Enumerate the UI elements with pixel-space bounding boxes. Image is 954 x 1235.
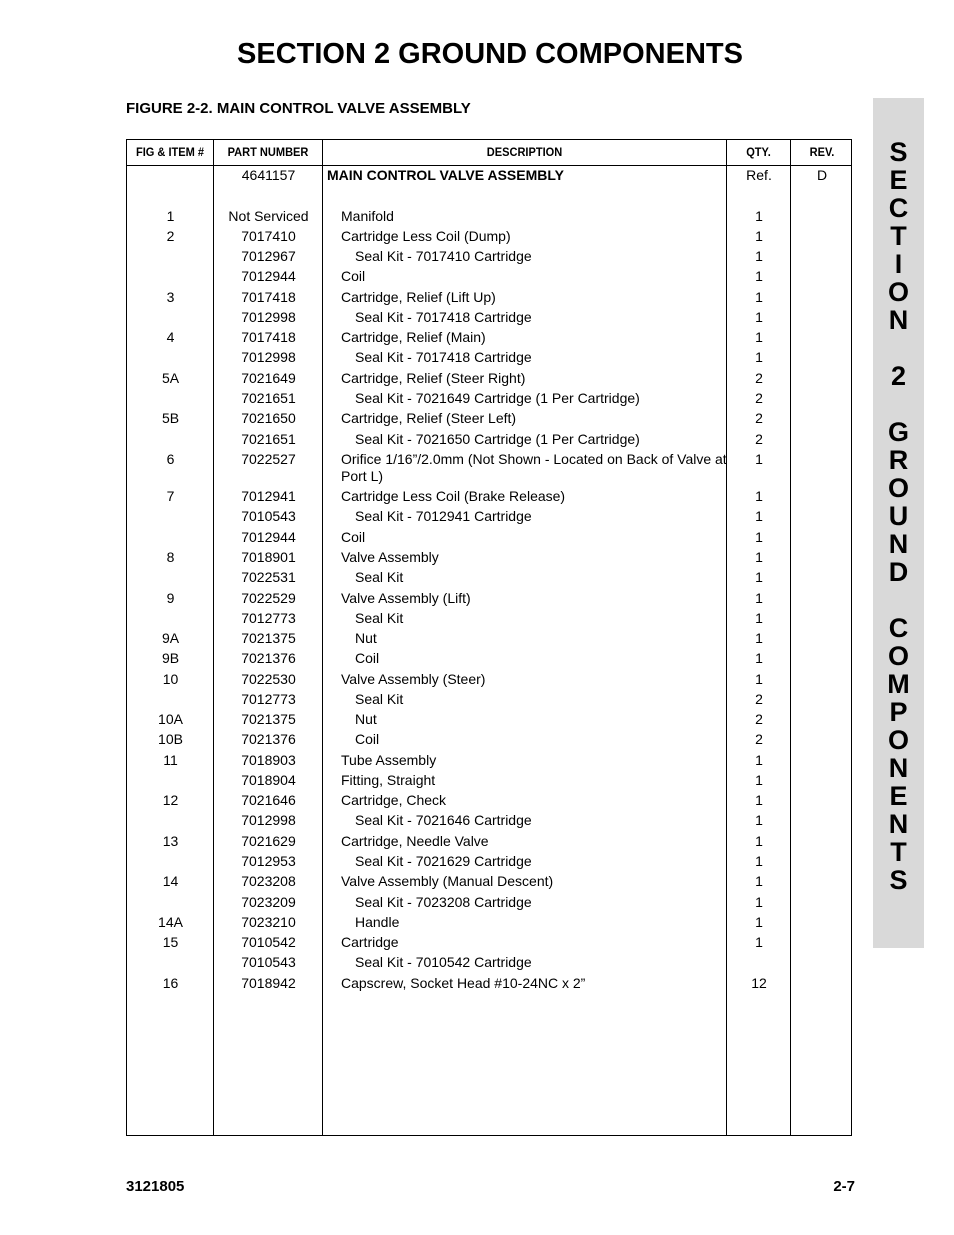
item-number: 16 [162,975,179,991]
side-tab-letter: T [890,221,907,251]
item-number: 14 [162,873,179,889]
quantity: 1 [755,590,763,606]
quantity: 2 [755,691,763,707]
side-tab-letter: M [887,669,910,699]
item-number: 3 [166,289,175,305]
part-number: 7012998 [241,812,296,828]
part-number: 7022530 [241,671,296,687]
side-tab-gap [873,334,924,362]
item-number: 4 [166,329,175,345]
description: Seal Kit - 7010542 Cartridge [355,954,532,970]
quantity: 1 [755,248,763,264]
side-tab-letter: S [889,137,908,167]
part-number: 7021629 [241,833,296,849]
part-number: 7021375 [241,711,296,727]
part-number: 7023210 [241,914,296,930]
description: MAIN CONTROL VALVE ASSEMBLY [327,167,564,183]
side-tab-letter: S [889,865,908,895]
part-number: 7023209 [241,894,296,910]
item-number: 9B [161,650,180,666]
part-number: 7021375 [241,630,296,646]
page-number: 2-7 [833,1178,855,1195]
side-tab-letter: P [889,697,908,727]
description: Handle [355,914,400,930]
side-tab-text [873,138,924,894]
side-tab-letter: I [894,249,903,279]
side-tab-letter: G [887,417,909,447]
description: Seal Kit - 7021649 Cartridge (1 Per Cartridge) [355,390,640,406]
quantity: 1 [755,752,763,768]
side-tab-letter: E [889,165,908,195]
quantity: 1 [755,488,763,504]
section-title: SECTION 2 GROUND COMPONENTS [237,38,743,70]
item-number: 1 [166,208,175,224]
side-tab-letter: U [888,501,909,531]
document-number: 3121805 [126,1178,185,1195]
quantity: 2 [755,370,763,386]
part-number: 7010543 [241,954,296,970]
part-number: 7012998 [241,309,296,325]
description: Seal Kit - 7017418 Cartridge [355,309,532,325]
quantity: 1 [755,508,763,524]
part-number: 7021376 [241,650,296,666]
part-number: Not Serviced [228,208,309,224]
part-number: 7018904 [241,772,296,788]
description: Coil [341,529,366,545]
side-tab-letter: N [888,809,909,839]
item-number: 14A [158,914,183,930]
description: Seal Kit - 7021629 Cartridge [355,853,532,869]
part-number: 7021650 [241,410,296,426]
part-number: 7012941 [241,488,296,504]
side-tab-letter: D [888,557,909,587]
column-header-item: FIG & ITEM # [135,145,205,159]
part-number: 7017418 [241,329,296,345]
side-tab-letter: O [887,725,909,755]
side-tab-letter: N [888,305,909,335]
side-tab-letter: N [888,753,909,783]
quantity: 1 [755,208,763,224]
column-header-description: DESCRIPTION [486,145,563,159]
part-number: 7022527 [241,451,296,467]
part-number: 7012967 [241,248,296,264]
part-number: 7021649 [241,370,296,386]
description: Cartridge, Needle Valve [341,833,489,849]
item-number: 7 [166,488,175,504]
side-tab-letter: N [888,529,909,559]
figure-title: FIGURE 2-2. MAIN CONTROL VALVE ASSEMBLY [126,100,471,117]
side-tab-letter: E [889,781,908,811]
item-number: 8 [166,549,175,565]
item-number: 11 [163,752,178,768]
part-number: 7018903 [241,752,296,768]
description: Valve Assembly (Manual Descent) [341,873,554,889]
part-number: 7012773 [241,610,296,626]
side-tab-letter: R [888,445,909,475]
quantity: 1 [755,451,763,467]
quantity: 1 [755,792,763,808]
part-number: 7012773 [241,691,296,707]
part-number: 7021651 [241,431,296,447]
revision: D [816,167,828,183]
description: Tube Assembly [341,752,437,768]
item-number: 10 [162,671,179,687]
description: Coil [355,731,380,747]
description: Cartridge, Relief (Steer Left) [341,410,517,426]
side-tab-letter: O [887,641,909,671]
side-tab-letter: O [887,473,909,503]
part-number: 4641157 [241,167,296,183]
quantity: 1 [755,309,763,325]
quantity: 2 [755,731,763,747]
description: Valve Assembly [341,549,439,565]
part-number: 7021646 [241,792,296,808]
description: Seal Kit - 7017410 Cartridge [355,248,532,264]
description: Seal Kit - 7023208 Cartridge [355,894,532,910]
quantity: 1 [755,610,763,626]
parts-table [126,139,852,1136]
description: Nut [355,630,377,646]
quantity: 1 [755,650,763,666]
column-header-rev: REV. [809,145,835,159]
description: Coil [355,650,380,666]
quantity: 1 [755,289,763,305]
description: Cartridge [341,934,399,950]
description: Cartridge, Relief (Steer Right) [341,370,526,386]
part-number: 7022529 [241,590,296,606]
description: Cartridge Less Coil (Brake Release) [341,488,566,504]
item-number: 5A [161,370,180,386]
description: Seal Kit - 7017418 Cartridge [355,349,532,365]
description: Cartridge, Relief (Main) [341,329,486,345]
quantity: 1 [755,268,763,284]
part-number: 7017410 [241,228,296,244]
quantity: 1 [755,894,763,910]
quantity: 2 [755,410,763,426]
quantity: 2 [755,431,763,447]
description: Seal Kit [355,610,404,626]
item-number: 9 [166,590,175,606]
quantity: 2 [755,390,763,406]
item-number: 12 [162,792,179,808]
description: Seal Kit - 7021646 Cartridge [355,812,532,828]
description: Cartridge, Relief (Lift Up) [341,289,496,305]
item-number: 10B [158,731,183,747]
part-number: 7021651 [241,390,296,406]
quantity: 1 [755,549,763,565]
item-number: 6 [166,451,175,467]
column-header-qty: QTY. [746,145,771,159]
header-divider [127,165,851,166]
quantity: 1 [755,812,763,828]
description: Nut [355,711,377,727]
item-number: 13 [162,833,179,849]
quantity: 1 [755,934,763,950]
quantity: 1 [755,569,763,585]
part-number: 7010542 [241,934,296,950]
side-tab-gap [873,586,924,614]
item-number: 9A [161,630,180,646]
item-number: 2 [166,228,175,244]
quantity: 1 [755,329,763,345]
quantity: 1 [755,853,763,869]
part-number: 7018942 [241,975,296,991]
description: Valve Assembly (Lift) [341,590,471,606]
description: Seal Kit [355,691,404,707]
description: Fitting, Straight [341,772,436,788]
part-number: 7018901 [241,549,296,565]
quantity: Ref. [746,167,772,183]
quantity: 1 [755,873,763,889]
part-number: 7023208 [241,873,296,889]
description: Valve Assembly (Steer) [341,671,486,687]
side-tab-letter: C [888,613,909,643]
part-number: 7021376 [241,731,296,747]
item-number: 10A [158,711,183,727]
quantity: 1 [755,630,763,646]
description: Capscrew, Socket Head #10-24NC x 2” [341,975,586,991]
quantity: 1 [755,772,763,788]
side-tab-letter: O [887,277,909,307]
side-tab-letter: T [890,837,907,867]
quantity: 1 [755,833,763,849]
quantity: 1 [755,228,763,244]
side-tab-gap [873,390,924,418]
part-number: 7012944 [241,268,296,284]
description: Coil [341,268,366,284]
part-number: 7012953 [241,853,296,869]
description: Seal Kit - 7012941 Cartridge [355,508,532,524]
part-number: 7022531 [241,569,296,585]
quantity: 1 [755,529,763,545]
quantity: 1 [755,671,763,687]
item-number: 5B [161,410,180,426]
side-tab-letter: C [888,193,909,223]
part-number: 7012944 [241,529,296,545]
item-number: 15 [162,934,179,950]
quantity: 1 [755,349,763,365]
description: Seal Kit - 7021650 Cartridge (1 Per Cartridge) [355,431,640,447]
quantity: 2 [755,711,763,727]
side-tab-letter: 2 [890,361,907,391]
description: Manifold [341,208,394,224]
description: Cartridge, Check [341,792,447,808]
description: Cartridge Less Coil (Dump) [341,228,511,244]
description: Orifice 1/16”/2.0mm (Not Shown - Located on Back of Valve at Port L) [341,451,727,484]
part-number: 7012998 [241,349,296,365]
quantity: 12 [751,975,767,991]
section-side-tab [873,98,924,948]
description: Seal Kit [355,569,404,585]
quantity: 1 [755,914,763,930]
part-number: 7010543 [241,508,296,524]
part-number: 7017418 [241,289,296,305]
column-header-part-number: PART NUMBER [227,145,309,159]
